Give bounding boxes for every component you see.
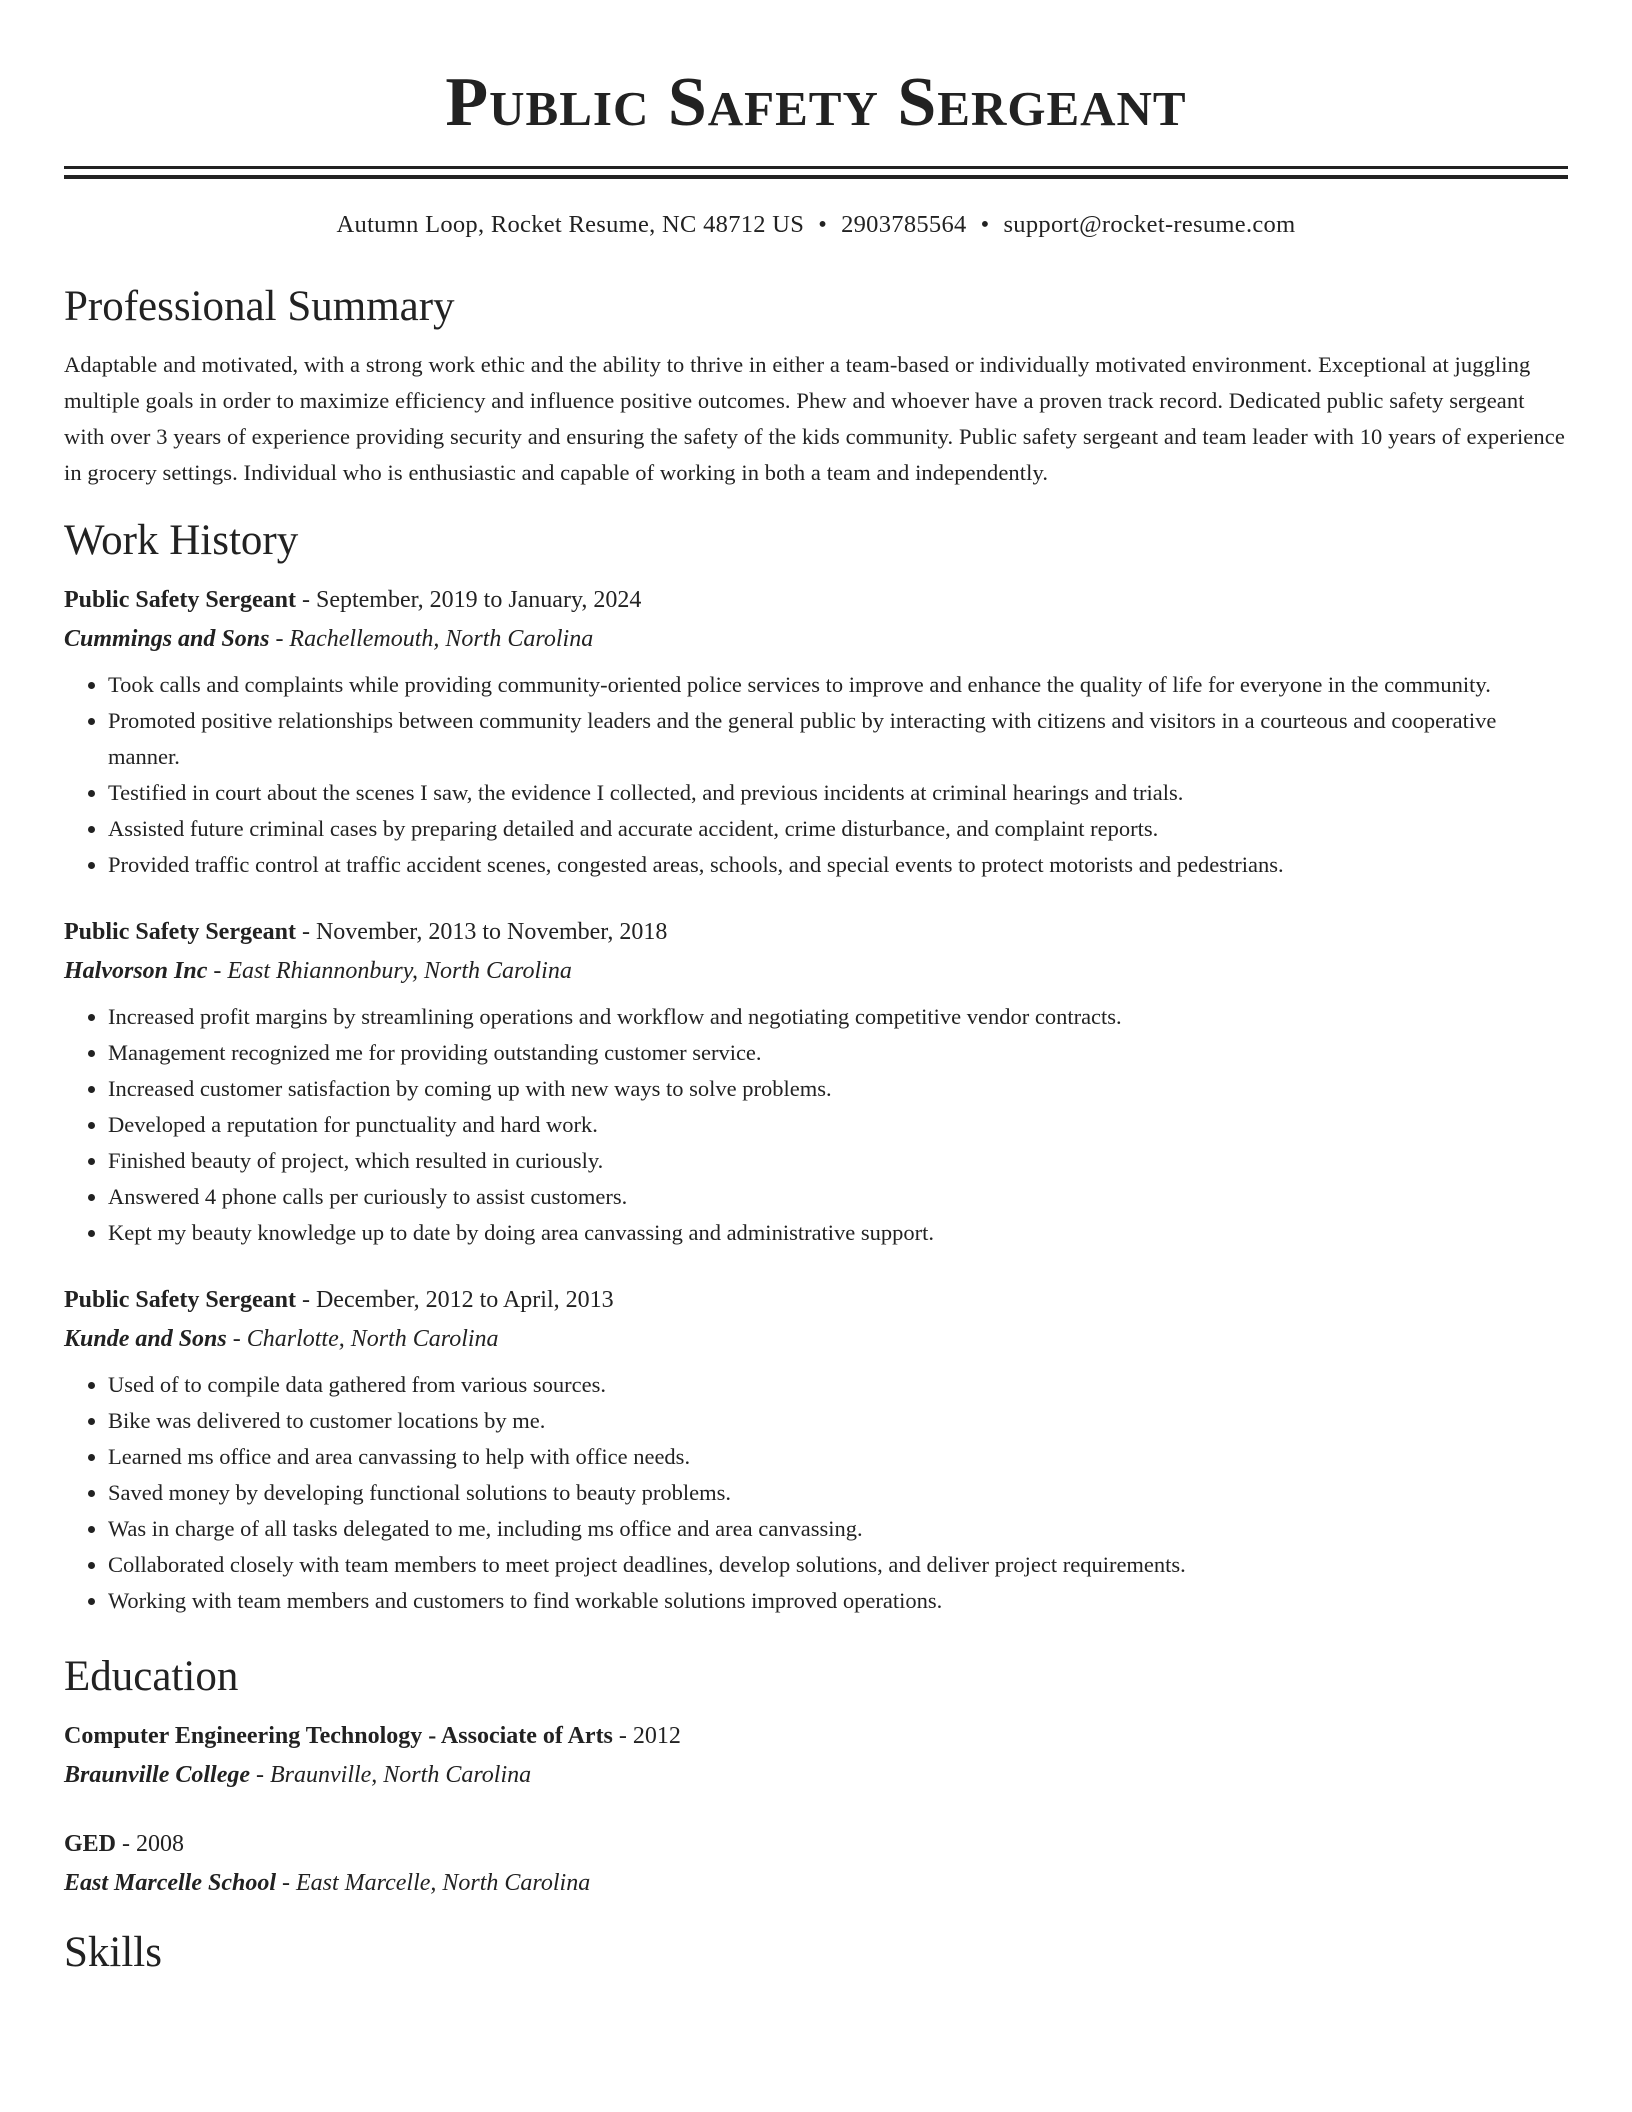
contact-phone: 2903785564: [841, 211, 967, 238]
job-bullet: • Saved money by developing functional solutions to beauty problems.: [108, 1475, 1568, 1511]
education-school: Braunville College: [64, 1762, 250, 1788]
section-heading-education: Education: [64, 1653, 239, 1700]
education-entry: [64, 1825, 1568, 1903]
education-school: East Marcelle School: [64, 1870, 277, 1896]
job-bullet: • Kept my beauty knowledge up to date by doing area canvassing and administrative support.: [108, 1215, 1568, 1251]
contact-separator: •: [980, 211, 990, 238]
job-bullet: • Testified in court about the scenes I saw, the evidence I collected, and previous incidents at criminal hearings and trials.: [108, 775, 1568, 811]
job-bullet: • Answered 4 phone calls per curiously to assist customers.: [108, 1179, 1568, 1215]
job-bullet: • Collaborated closely with team members to meet project deadlines, develop solutions, and deliver project requirements.: [108, 1547, 1568, 1583]
education-entry: [64, 1717, 1568, 1795]
job-bullet: • Promoted positive relationships between community leaders and the general public by interacting with citizens and visitors in a courteous and cooperative manner.: [108, 703, 1568, 775]
education-location: - East Marcelle, North Carolina: [276, 1870, 591, 1896]
contact-separator: •: [818, 211, 828, 238]
job-role-line: [64, 581, 1568, 619]
education-degree-line: [64, 1825, 1568, 1863]
job-employer: Kunde and Sons: [64, 1326, 227, 1352]
job-employer: Halvorson Inc: [64, 958, 208, 984]
job-role-line: [64, 913, 1568, 951]
job-title: Public Safety Sergeant: [64, 1287, 296, 1313]
contact-line: [64, 209, 1568, 241]
education-year: - 2012: [612, 1723, 681, 1749]
contact-address: Autumn Loop, Rocket Resume, NC 48712 US: [336, 211, 805, 238]
summary-text: Adaptable and motivated, with a strong work ethic and the ability to thrive in either a team-based or individually motivated environment. Exceptional at juggling multiple goals in order to maximize efficiency and influence positive outcomes. Phew and whoever have a proven track record. Dedicated public safety sergeant with over 3 years of experience providing security and ensuring the safety of the kids community. Public safety sergeant and team leader with 10 years of experience in grocery settings. Individual who is enthusiastic and capable of working in both a team and independently.: [64, 352, 1565, 485]
title-rule-bottom: [64, 175, 1568, 179]
job-bullet: • Finished beauty of project, which resulted in curiously.: [108, 1143, 1568, 1179]
education-degree: Computer Engineering Technology - Associate of Arts: [64, 1723, 613, 1749]
job-location: - Rachellemouth, North Carolina: [269, 626, 594, 652]
education-year: - 2008: [116, 1831, 185, 1857]
job-bullet: • Management recognized me for providing outstanding customer service.: [108, 1035, 1568, 1071]
job-bullet: • Learned ms office and area canvassing to help with office needs.: [108, 1439, 1568, 1475]
job-dates: - September, 2019 to January, 2024: [295, 587, 642, 613]
title-rule-top: [64, 166, 1568, 169]
resume-page: [64, 0, 1568, 1981]
job-bullet: • Provided traffic control at traffic accident scenes, congested areas, schools, and special events to protect motorists and pedestrians.: [108, 847, 1568, 883]
education-degree-line: [64, 1717, 1568, 1755]
job-title: Public Safety Sergeant: [64, 919, 296, 945]
job-entry: [64, 1281, 1568, 1619]
job-bullet: • Developed a reputation for punctuality and hard work.: [108, 1107, 1568, 1143]
section-heading-summary: Professional Summary: [64, 283, 455, 330]
job-title: Public Safety Sergeant: [64, 587, 296, 613]
education-location: - Braunville, North Carolina: [250, 1762, 532, 1788]
job-bullet: • Took calls and complaints while providing community-oriented police services to improve and enhance the quality of life for everyone in the community.: [108, 667, 1568, 703]
job-bullet: • Working with team members and customers to find workable solutions improved operations.: [108, 1583, 1568, 1619]
job-employer-line: [64, 951, 1568, 991]
job-entry: [64, 581, 1568, 883]
job-bullet: • Was in charge of all tasks delegated to me, including ms office and area canvassing.: [108, 1511, 1568, 1547]
job-employer-line: [64, 619, 1568, 659]
job-entry: [64, 913, 1568, 1251]
job-bullet: • Used of to compile data gathered from various sources.: [108, 1367, 1568, 1403]
job-bullets: [64, 667, 1568, 883]
job-location: - East Rhiannonbury, North Carolina: [207, 958, 572, 984]
job-bullets: [64, 999, 1568, 1251]
job-dates: - November, 2013 to November, 2018: [295, 919, 668, 945]
job-employer-line: [64, 1319, 1568, 1359]
section-heading-skills: Skills: [64, 1929, 162, 1976]
job-bullet: • Increased profit margins by streamlining operations and workflow and negotiating competitive vendor contracts.: [108, 999, 1568, 1035]
section-heading-work: Work History: [64, 517, 299, 564]
resume-title: Public Safety Sergeant: [445, 64, 1187, 141]
job-bullet: • Bike was delivered to customer locations by me.: [108, 1403, 1568, 1439]
education-school-line: [64, 1755, 1568, 1795]
job-bullet: • Increased customer satisfaction by coming up with new ways to solve problems.: [108, 1071, 1568, 1107]
job-role-line: [64, 1281, 1568, 1319]
contact-email: support@rocket-resume.com: [1003, 211, 1296, 238]
education-degree: GED: [64, 1831, 117, 1857]
job-bullet: • Assisted future criminal cases by preparing detailed and accurate accident, crime disturbance, and complaint reports.: [108, 811, 1568, 847]
job-employer: Cummings and Sons: [64, 626, 270, 652]
education-school-line: [64, 1863, 1568, 1903]
job-location: - Charlotte, North Carolina: [226, 1326, 499, 1352]
job-bullets: [64, 1367, 1568, 1619]
job-dates: - December, 2012 to April, 2013: [295, 1287, 614, 1313]
